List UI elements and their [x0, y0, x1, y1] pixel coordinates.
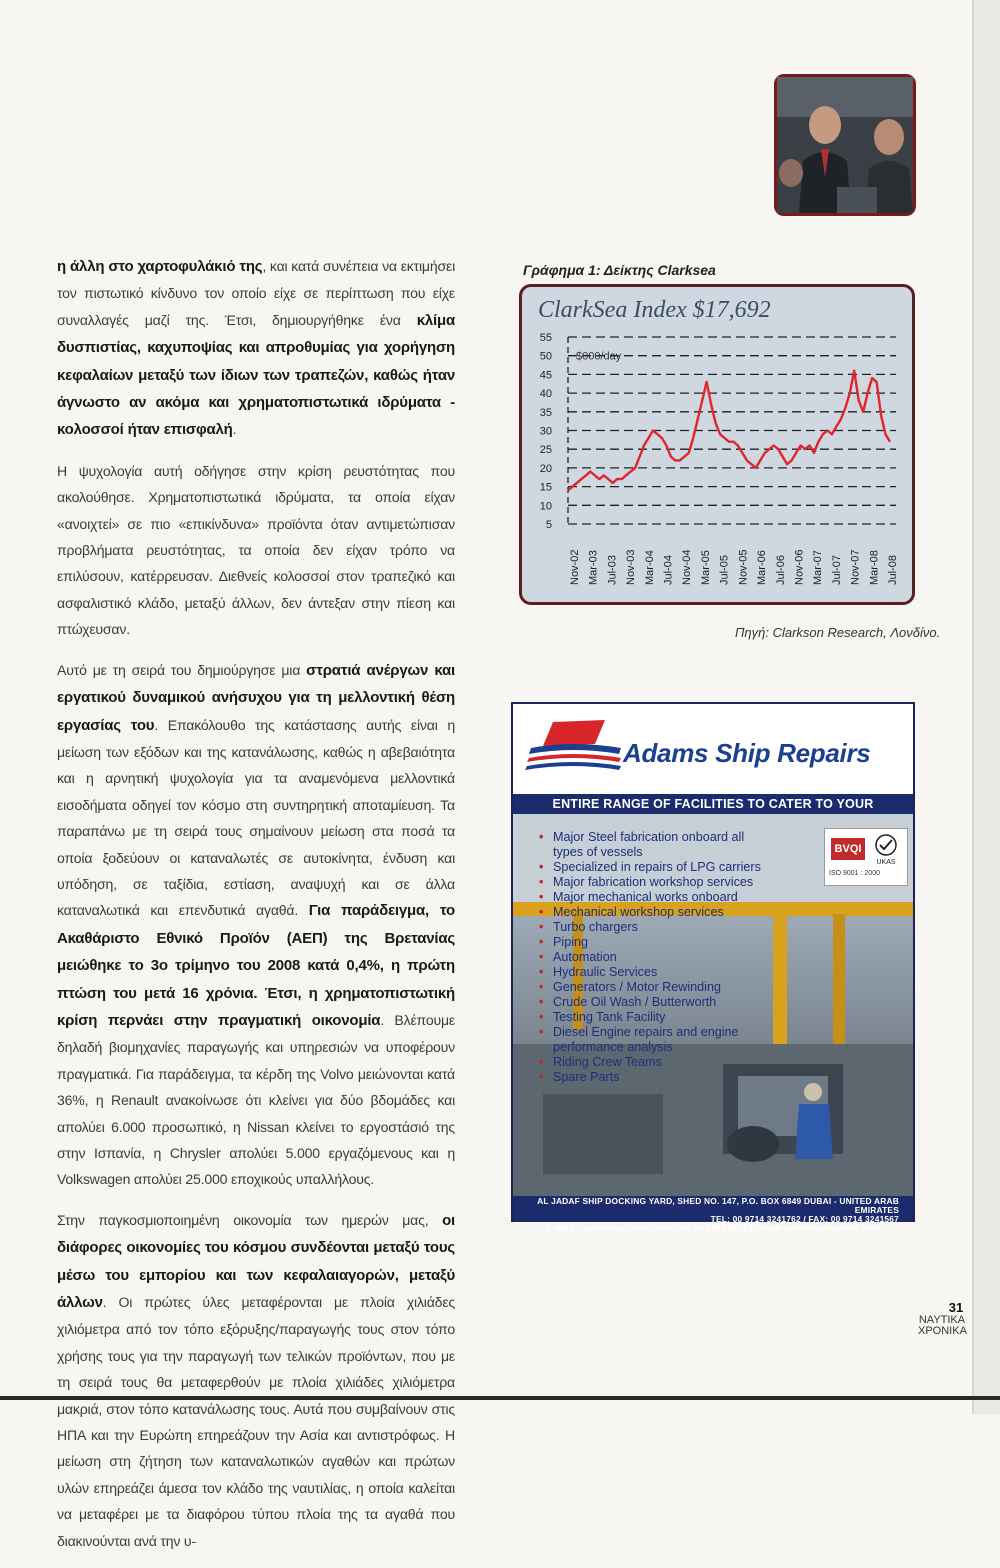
bullet-icon: •: [539, 1055, 544, 1069]
article-paragraph-3: [57, 657, 455, 1193]
bullet-icon: •: [539, 920, 544, 934]
service-label: Testing Tank Facility: [553, 1010, 666, 1024]
article-text-3c: . Επακόλουθο της κατάστασης αυτής είναι η μείωση των εξόδων και της κατανάλωσης, καθώς η αβεβαιότητα και η αρνητική ψυχολογία για τα αναμενόμενα μελλοντικά εισοδήματα οδηγεί τον κόσμο στη συντηρητική αποταμίευση. Τα παραπάνω με τη σειρά τους σημαίνουν μείωση στα ποσά τα οποία ξοδεύουν οι καταναλωτές σε αυτοκίνητα, ένδυση και υπόδηση, σε ταξίδια, εστίαση, αναψυχή και σε άλλα καταναλωτικά και επενδυτικά αγαθά.: [57, 716, 455, 919]
iso-label: ISO 9001 : 2000: [829, 870, 880, 877]
x-tick-label: Nov-05: [737, 549, 750, 585]
magazine-name-line1: ΝΑΥΤΙΚΑ: [918, 1314, 966, 1326]
x-tick-label: Mar-06: [756, 550, 769, 585]
service-item: [537, 860, 767, 875]
article-text-1b: , και κατά συνέπεια να εκτιμήσει τον πιστωτικό κίνδυνο τον οποίο είχε σε περίπτωση που είχε συναλλαγές μαζί της. Έτσι, δημιουργήθηκε ένα: [57, 258, 455, 328]
article-column: [57, 253, 455, 1568]
ad-contact: E-MAIL: adamship@emirates.net.ae / WEBSITE: www.adamshiprepairs.com: [545, 1223, 881, 1233]
figure-source: Πηγή: Clarkson Research, Λονδίνο.: [735, 625, 941, 640]
bullet-icon: •: [539, 995, 544, 1009]
service-item: [537, 905, 767, 920]
page-edge: [974, 0, 1000, 1414]
x-tick-label: Jul-04: [662, 555, 675, 585]
y-tick-label: 45: [539, 369, 552, 382]
ad-footer: [513, 1196, 913, 1233]
x-tick-label: Nov-02: [569, 549, 581, 585]
service-item: [537, 1025, 767, 1055]
service-item: [537, 995, 767, 1010]
workshop-photo: [513, 814, 913, 1197]
service-label: Riding Crew Teams: [553, 1055, 662, 1069]
flag-logo-icon: [513, 704, 623, 790]
page-number: 31: [948, 1300, 964, 1315]
article-text-3a: Αυτό με τη σειρά του δημιούργησε μια: [57, 661, 307, 678]
service-item: [537, 830, 767, 860]
traders-photo-art: [777, 77, 913, 213]
service-label: Major fabrication workshop services: [553, 875, 754, 889]
figure-label: Γράφημα 1: Δείκτης Clarksea: [523, 262, 716, 278]
bullet-icon: •: [539, 830, 544, 844]
clarksea-chart: [519, 284, 915, 605]
x-tick-label: Jul-03: [606, 555, 619, 585]
service-label: Mechanical workshop services: [553, 905, 724, 919]
service-label: Turbo chargers: [553, 920, 638, 934]
adams-ad: [511, 702, 915, 1233]
bullet-icon: •: [539, 875, 544, 889]
article-paragraph-1: [57, 253, 455, 444]
service-item: [537, 935, 767, 950]
services-list: [537, 830, 767, 1085]
y-tick-label: 55: [539, 332, 552, 344]
bullet-icon: •: [539, 860, 544, 874]
y-tick-label: 25: [539, 444, 552, 457]
article-bold-3b: στρατιά ανέργων και εργατικού δυναμικού ανήσυχου για τη μελλοντική θέση εργασίας του: [57, 661, 456, 734]
article-bold-3d: Για παράδειγμα, το Ακαθάριστο Εθνικό Προϊόν (ΑΕΠ) της Βρετανίας μειώθηκε το 3ο τρίμηνο του 2008 κατά 0,4%, η πρώτη πτώση του μετά 16 χρόνια. Έτσι, η χρηματοπιστωτική κρίση περνάει στην πραγματική οικονομία: [57, 902, 455, 1029]
article-text-4c: . Οι πρώτες ύλες μεταφέρονται με πλοία χιλιάδες χιλιόμετρα από τον τόπο εξόρυξης/παραγωγής τους στον τόπο χρήσης τους για την παραγωγή των τελικών προϊόντων, που με τη σειρά τους θα μεταφερθούν με πλοία χιλιάδες χιλιόμετρα μακριά, στον τόπο κατανάλωσης τους. Αυτά που συμβαίνουν στις ΗΠΑ και την Ευρώπη επηρεάζουν την Ασία και αντιστρόφως. Η μείωση στη ζήτηση των καταναλωτικών αγαθών και πρώτων υλών επηρεάζει άμεσα τον κλάδο της ναυτιλίας, η οποία καλείται να μεταφέρει με τα διαφόρου τύπου πλοία της τα αγαθά που διακινούνται ανά την υ-: [57, 1294, 455, 1549]
bullet-icon: •: [539, 890, 544, 904]
bvqi-logo: BVQI: [831, 838, 865, 860]
ukas-label: UKAS: [876, 859, 896, 866]
traders-photo: [774, 74, 916, 216]
service-label: Generators / Motor Rewinding: [553, 980, 721, 994]
service-label: Piping: [553, 935, 589, 949]
x-tick-label: Mar-07: [812, 550, 825, 585]
service-label: Automation: [553, 950, 617, 964]
article-text-1d: .: [232, 421, 237, 438]
y-tick-label: 30: [539, 425, 552, 438]
bullet-icon: •: [539, 1070, 544, 1084]
ad-header: [513, 704, 913, 790]
x-tick-label: Mar-04: [643, 550, 656, 585]
ad-banner: ENTIRE RANGE OF FACILITIES TO CATER TO YOUR: [513, 794, 913, 814]
article-bold-4b: οι διάφορες οικονομίες του κόσμου συνδέονται μεταξύ τους μέσω του εμπορίου και των κεφαλαιαγορών, μεταξύ άλλων: [57, 1211, 455, 1312]
service-item: [537, 890, 767, 905]
page-edge-shadow: [972, 0, 974, 1414]
ad-phone: TEL: 00 9714 3241762 / FAX: 00 9714 3241567: [710, 1214, 899, 1224]
x-tick-label: Jul-05: [718, 555, 731, 585]
y-tick-label: 5: [545, 519, 552, 531]
bullet-icon: •: [539, 905, 544, 919]
magazine-name-line2: ΧΡΟΝΙΚΑ: [918, 1325, 967, 1337]
service-item: [537, 1010, 767, 1025]
bullet-icon: •: [539, 1025, 544, 1039]
service-item: [537, 1055, 767, 1070]
ukas-crown-icon: [871, 833, 901, 867]
article-bold-1c: κλίμα δυσπιστίας, καχυποψίας και απροθυμίας για χορήγηση κεφαλαίων μεταξύ των ίδιων των τραπεζών, καθώς ήταν άγνωστο αν ακόμα και χρηματοπιστωτικά ιδρύματα - κολοσσοί ήταν επισφαλή: [57, 311, 455, 439]
article-bold-1a: η άλλη στο χαρτοφυλάκιό της: [57, 258, 263, 275]
y-tick-label: 50: [539, 350, 552, 363]
bullet-icon: •: [539, 935, 544, 949]
service-item: [537, 875, 767, 890]
bullet-icon: •: [539, 965, 544, 979]
chart-annotation: $000/day: [576, 350, 622, 363]
chart-svg: [522, 287, 912, 602]
x-tick-label: Nov-04: [681, 549, 694, 585]
x-tick-label: Mar-08: [868, 550, 881, 585]
bullet-icon: •: [539, 950, 544, 964]
x-tick-label: Mar-03: [587, 550, 600, 585]
y-tick-label: 20: [539, 462, 552, 475]
service-label: Diesel Engine repairs and engine performance analysis: [553, 1025, 739, 1054]
x-tick-label: Jul-08: [887, 555, 899, 585]
service-label: Spare Parts: [553, 1070, 620, 1084]
bullet-icon: •: [539, 980, 544, 994]
x-tick-label: Jul-06: [774, 555, 787, 585]
service-label: Crude Oil Wash / Butterworth: [553, 995, 717, 1009]
ad-address: AL JADAF SHIP DOCKING YARD, SHED NO. 147, P.O. BOX 6849 DUBAI - UNITED ARAB EMIRATES: [537, 1196, 899, 1215]
x-tick-label: Nov-06: [793, 549, 806, 585]
service-item: [537, 920, 767, 935]
bullet-icon: •: [539, 1010, 544, 1024]
y-tick-label: 10: [539, 500, 552, 513]
article-text-3e: . Βλέπουμε δηλαδή βιομηχανίες παραγωγής και υπηρεσιών να υποφέρουν πραγματικά. Για παράδειγμα, τα κέρδη της Volvo μειώνονται κατά 36%, η Renault ανακοίνωσε ότι κλείνει για δύο βδομάδες και απολύει 6.000 προσωπικό, η Nissan κλείνει το εργοστάσιό της στην Ισπανία, η Chrysler απολύει 5.000 εργαζόμενους και η Volkswagen απολύει 25.000 εποχικούς υπαλλήλους.: [57, 1011, 456, 1188]
service-label: Hydraulic Services: [553, 965, 658, 979]
y-tick-label: 35: [539, 406, 552, 419]
article-paragraph-4: [57, 1207, 455, 1554]
article-text-4a: Στην παγκοσμιοποιημένη οικονομία των ημερών μας,: [57, 1211, 443, 1228]
service-item: [537, 950, 767, 965]
x-tick-label: Jul-07: [830, 555, 843, 585]
service-item: [537, 980, 767, 995]
x-tick-label: Mar-05: [699, 550, 712, 585]
service-label: Major Steel fabrication onboard all types of vessels: [553, 830, 745, 859]
service-item: [537, 965, 767, 980]
service-label: Specialized in repairs of LPG carriers: [553, 860, 761, 874]
y-tick-label: 15: [539, 481, 552, 494]
x-tick-label: Nov-03: [625, 549, 638, 585]
ad-title: Adams Ship Repairs: [623, 738, 871, 768]
x-tick-label: Nov-07: [849, 549, 862, 585]
service-label: Major mechanical works onboard: [553, 890, 738, 904]
iso-certificate-badge: [824, 828, 908, 886]
article-paragraph-2: Η ψυχολογία αυτή οδήγησε στην κρίση ρευστότητας που ακολούθησε. Χρηματοπιστωτικά ιδρύματα, τα οποία είχαν «ανοιχτεί» σε πιο «επικίνδυνα» προϊόντα όταν αντιμετώπισαν προβλήματα ρευστότητας, τα οποία δεν είχαν τρόπο να επιλύσουν, κατέρρευσαν. Διεθνείς κολοσσοί στον τραπεζικό και ασφαλιστικό κλάδο, μεταξύ άλλων, δεν άντεξαν στην πίεση και πτώχευσαν.: [57, 462, 455, 638]
chart-title: ClarkSea Index $17,692: [538, 297, 771, 323]
magazine-name: [918, 1315, 966, 1337]
service-item: [537, 1070, 767, 1085]
y-tick-label: 40: [539, 388, 552, 401]
